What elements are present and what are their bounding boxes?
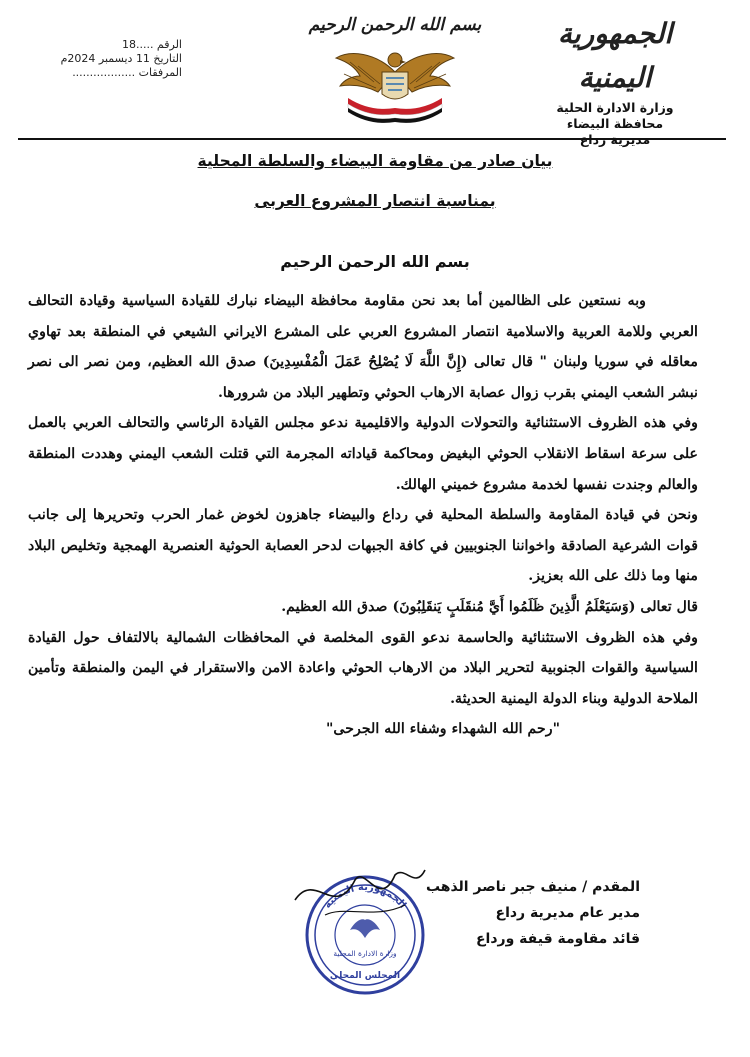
letter-date: التاريخ 11 ديسمبر 2024م bbox=[60, 52, 182, 65]
letterhead-reference bbox=[42, 38, 182, 80]
attachments: المرفقات .................. bbox=[72, 66, 182, 79]
stamp-top-text: الجمهورية اليمنية bbox=[322, 881, 408, 911]
signature-block bbox=[410, 874, 640, 952]
republic-name: الجمهورية اليمنية bbox=[557, 17, 673, 94]
paragraph-3: ونحن في قيادة المقاومة والسلطة المحلية في رداع والبيضاء جاهزون لخوض غمار الحرب وتحريرها إلى جانب قوات الشرعية الصادقة واخواننا الجنوبيين في كافة الجبهات لدحر العصابة الحوثية العنصرية الهمجية وتخليص البلاد منها وما ذلك على الله بعزيز. bbox=[28, 507, 698, 585]
paragraph-2: وفي هذه الظروف الاستثنائية والتحولات الدولية والاقليمية ندعو مجلس القيادة الرئاسي والتحالف العربي بالعمل على سرعة اسقاط الانقلاب الحوثي البغيض ومحاكمة قياداته المجرمة التي قتلت الشعب اليمني وهددت المنطقة والعالم وجندت نفسها لخدمة مشروع خميني الهالك. bbox=[28, 415, 698, 493]
paragraph-5: وفي هذه الظروف الاستثنائية والحاسمة ندعو القوى المخلصة في المحافظات الشمالية بالالتفاف حول القيادة السياسية والقوات الجنوبية لتحرير البلاد من الارهاب الحوثي واعادة الامن والاستقرار في اليمن والمنطقة وتأمين الملاحة الدولية وبناء الدولة اليمنية الحديثة. bbox=[28, 629, 698, 707]
statement-body bbox=[28, 286, 698, 745]
signatory-role-2: قائد مقاومة قيفة ورداع bbox=[475, 931, 640, 947]
paragraph-4: قال تعالى (وَسَيَعْلَمُ الَّذِينَ ظَلَمُوا أَيَّ مُنقَلَبٍ يَنقَلِبُونَ) صدق الله العظيم. bbox=[281, 598, 698, 615]
title-line-2: بمناسبة انتصار المشروع العربى bbox=[254, 192, 496, 210]
header-divider bbox=[18, 138, 726, 140]
signatory-role-1: مدير عام مديرية رداع bbox=[495, 905, 640, 921]
ministry-name: وزارة الادارة الحلية bbox=[556, 100, 674, 115]
yemen-eagle-emblem-icon bbox=[330, 42, 460, 130]
closing-prayer: "رحم الله الشهداء وشفاء الله الجرحى" bbox=[326, 721, 560, 738]
letterhead-emblem-block bbox=[282, 8, 508, 130]
directorate-name: مديرية رداع bbox=[579, 132, 651, 147]
basmala-calligraphy: بسم الله الرحمن الرحيم bbox=[308, 15, 482, 35]
governorate-name: محافظة البيضاء bbox=[566, 116, 664, 131]
signatory-name: المقدم / منيف جبر ناصر الذهب bbox=[425, 879, 640, 895]
letterhead-authority bbox=[520, 12, 710, 148]
stamp-ring-text: وزارة الادارة المحلية bbox=[333, 949, 397, 958]
ref-number: الرقم .....18 bbox=[121, 38, 182, 51]
basmala: بسم الله الرحمن الرحيم bbox=[280, 252, 470, 271]
paragraph-1: وبه نستعين على الظالمين أما بعد نحن مقاومة محافظة البيضاء نبارك للقيادة السياسية وقيادة التحالف العربي وللامة العربية والاسلامية انتصار المشروع العربي على المشرع الايراني الشيعي في المنطقة بعد تهاوي معاقله في سوريا ولبنان " قال تعالى (إِنَّ اللَّهَ لَا يُصْلِحُ عَمَلَ الْمُفْسِدِينَ) صدق الله العظيم، ومن نصر الى نصر نبشر الشعب اليمني بقرب زوال عصابة الارهاب الحوثي وتطهير البلاد من شرورها. bbox=[28, 293, 698, 401]
statement-title bbox=[0, 150, 750, 212]
title-line-1: بيان صادر من مقاومة البيضاء والسلطة المحلية bbox=[197, 152, 553, 170]
stamp-bottom-text: المجلس المحلي bbox=[329, 971, 401, 981]
